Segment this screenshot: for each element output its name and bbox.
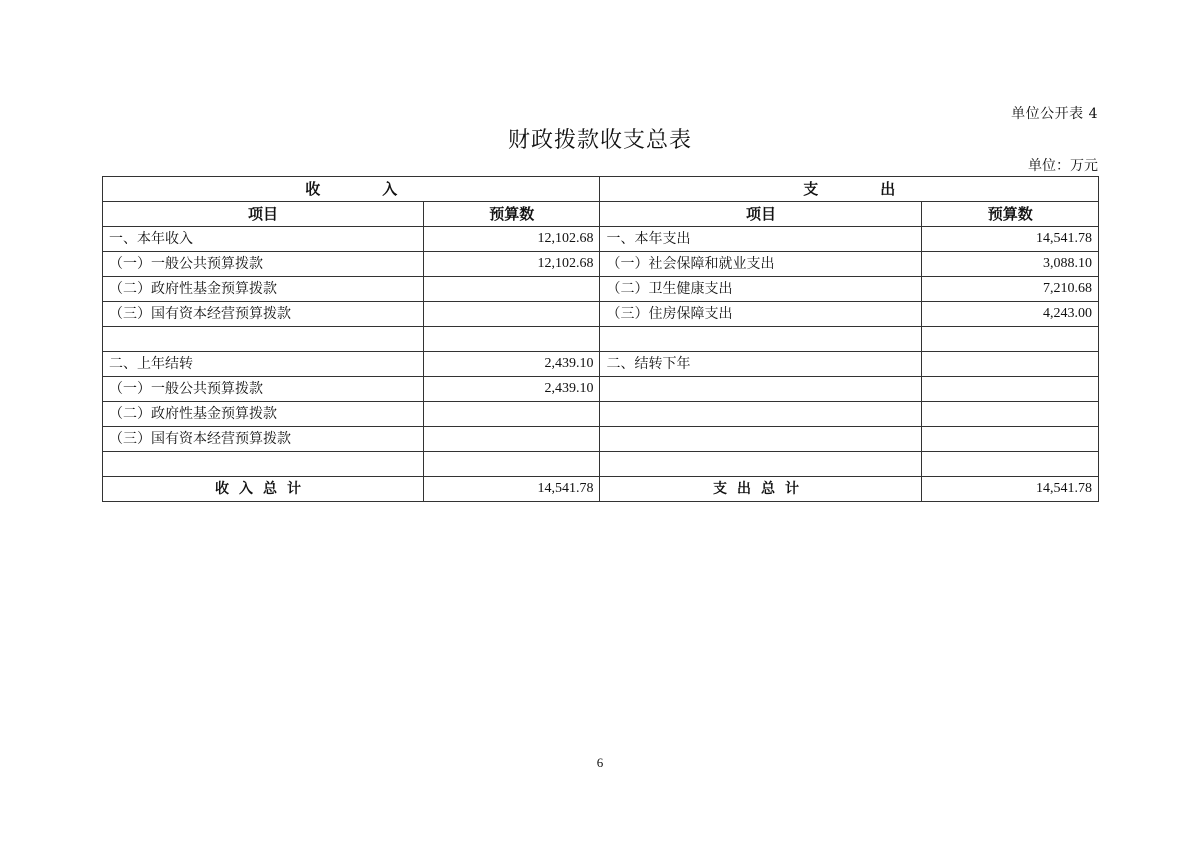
expense-item-cell: 一、本年支出 (600, 227, 922, 252)
total-row (103, 477, 1099, 502)
expense-item-cell: 二、结转下年 (600, 352, 922, 377)
income-item-cell (103, 327, 424, 352)
table-row (103, 227, 1099, 252)
budget-table-body (103, 177, 1099, 477)
income-amount-cell (423, 277, 600, 302)
expense-amount-cell (922, 327, 1099, 352)
income-item-cell: （一）一般公共预算拨款 (103, 377, 424, 402)
budget-table (102, 176, 1099, 502)
document-title: 财政拨款收支总表 (507, 128, 692, 153)
expense-item-cell: （三）住房保障支出 (600, 302, 922, 327)
table-row (103, 327, 1099, 352)
table-row (103, 377, 1099, 402)
income-item-cell: （三）国有资本经营预算拨款 (103, 427, 424, 452)
table-row (103, 402, 1099, 427)
expense-amount-cell (922, 452, 1099, 477)
expense-amount-cell (922, 402, 1099, 427)
income-section-header: 收入 (103, 177, 600, 202)
section-header-row (103, 177, 1099, 202)
income-amount-cell: 2,439.10 (423, 377, 600, 402)
income-budget-column-header: 预算数 (423, 202, 600, 227)
expense-item-cell (600, 402, 922, 427)
table-row (103, 252, 1099, 277)
expense-section-header: 支出 (600, 177, 1099, 202)
income-total-value: 14,541.78 (423, 477, 600, 502)
income-amount-cell: 2,439.10 (423, 352, 600, 377)
expense-amount-cell (922, 352, 1099, 377)
expense-budget-column-header: 预算数 (922, 202, 1099, 227)
expense-item-cell: （一）社会保障和就业支出 (600, 252, 922, 277)
page-number: 6 (596, 755, 604, 770)
form-number: 单位公开表 4 (1011, 106, 1098, 122)
expense-item-cell: （二）卫生健康支出 (600, 277, 922, 302)
income-amount-cell: 12,102.68 (423, 227, 600, 252)
table-row (103, 302, 1099, 327)
expense-amount-cell: 3,088.10 (922, 252, 1099, 277)
expense-amount-cell: 14,541.78 (922, 227, 1099, 252)
expense-amount-cell (922, 427, 1099, 452)
income-item-cell: （一）一般公共预算拨款 (103, 252, 424, 277)
table-row (103, 277, 1099, 302)
unit-label: 单位：万元 (1028, 158, 1098, 174)
expense-item-column-header: 项目 (600, 202, 922, 227)
income-item-cell: （二）政府性基金预算拨款 (103, 277, 424, 302)
income-amount-cell: 12,102.68 (423, 252, 600, 277)
expense-item-cell (600, 427, 922, 452)
expense-total-label: 支出总计 (600, 477, 922, 502)
expense-amount-cell: 7,210.68 (922, 277, 1099, 302)
income-amount-cell (423, 302, 600, 327)
income-amount-cell (423, 452, 600, 477)
expense-amount-cell: 4,243.00 (922, 302, 1099, 327)
income-amount-cell (423, 402, 600, 427)
income-amount-cell (423, 427, 600, 452)
table-row (103, 452, 1099, 477)
income-item-cell: （三）国有资本经营预算拨款 (103, 302, 424, 327)
income-item-cell (103, 452, 424, 477)
table-row (103, 352, 1099, 377)
income-item-cell: 二、上年结转 (103, 352, 424, 377)
expense-item-cell (600, 452, 922, 477)
income-item-cell: 一、本年收入 (103, 227, 424, 252)
income-item-cell: （二）政府性基金预算拨款 (103, 402, 424, 427)
table-row (103, 427, 1099, 452)
expense-item-cell (600, 377, 922, 402)
expense-item-cell (600, 327, 922, 352)
income-amount-cell (423, 327, 600, 352)
expense-total-value: 14,541.78 (922, 477, 1099, 502)
income-item-column-header: 项目 (103, 202, 424, 227)
column-header-row (103, 202, 1099, 227)
expense-amount-cell (922, 377, 1099, 402)
income-total-label: 收入总计 (103, 477, 424, 502)
